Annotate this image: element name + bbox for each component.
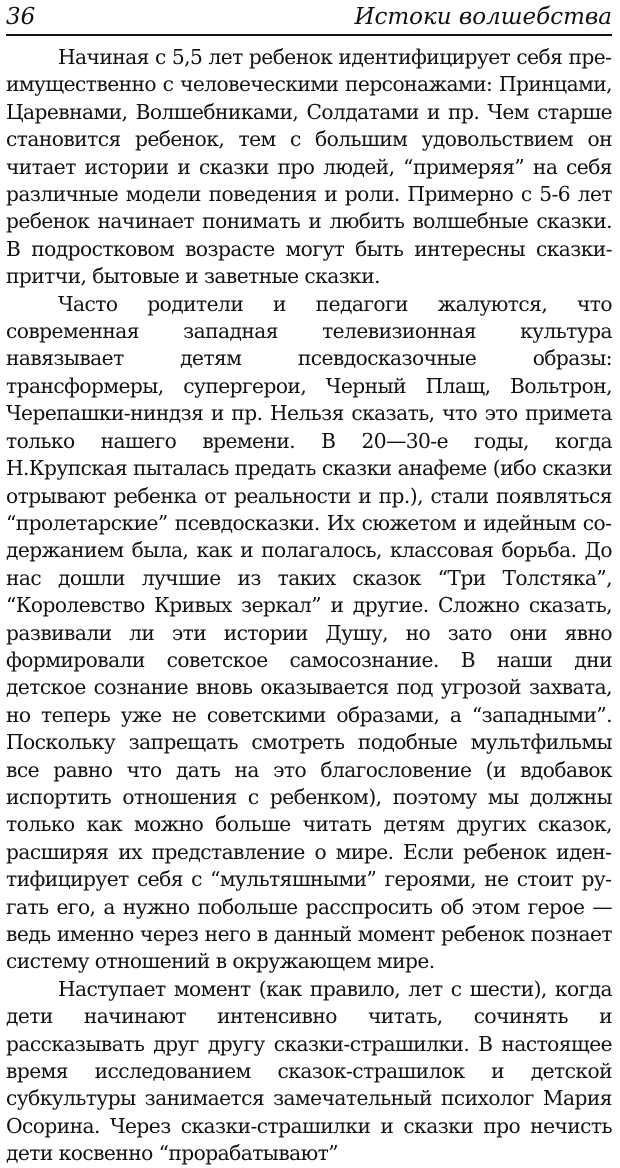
header-rule xyxy=(6,34,612,36)
page-body xyxy=(6,44,612,1168)
running-header xyxy=(6,2,612,42)
paragraph-2: Часто родители и педагоги жалуются, что современная западная телевизионная культура навязывает детям псевдосказочные образы: трансформеры, супергерои, Черный Плащ, Вольтрон, Черепашки-ниндзя и пр. Нельзя сказать, что это примета только нашего времени. В 20—30-е годы, когда Н.Крупская пыталась предать сказки анафеме (ибо сказки отрывают ребенка от реальности и пр.), стали появляться “пролетарские” псевдосказки. Их сюжетом и идейным содержанием была, как и полагалось, классовая борьба. До нас дошли лучшие из таких сказок “Три Толстяка”, “Королевство Кривых зеркал” и другие. Сложно сказать, развивали ли эти истории Душу, но зато они явно формировали советское самосознание. В наши дни детское сознание вновь оказывается под угрозой захвата, но теперь уже не советскими образами, а “западными”. Поскольку запрещать смотреть подобные мультфильмы все равно что дать на это благословение (и вдобавок испортить отношения с ребенком), поэтому мы должны только как можно больше читать детям других сказок, расширяя их представление о мире. Если ребенок идентифицирует себя с “мультяшными” героями, не стоит ругать его, а нужно побольше расспросить об этом герое — ведь именно через него в данный момент ребенок познает систему отношений в окружающем мире. xyxy=(6,291,612,974)
running-title: Истоки волшебства xyxy=(354,4,612,30)
paragraph-3: Наступает момент (как правило, лет с шести), когда дети начинают интенсивно читать, сочинять и рассказывать друг другу сказки-страшилки. В настоящее время исследованием сказок-страшилок и детской субкультуры занимается замечательный психолог Мария Осорина. Через сказки-страшилки и сказки про нечисть дети косвенно “прорабатывают” xyxy=(6,976,612,1166)
page-number: 36 xyxy=(6,4,36,30)
paragraph-1: Начиная с 5,5 лет ребенок идентифицирует себя преимущественно с человеческими персонажами: Принцами, Царевнами, Волшебниками, Солдатами и пр. Чем старше становится ребенок, тем с большим удовольствием он читает истории и сказки про людей, “примеряя” на себя различные модели поведения и роли. Примерно с 5-6 лет ребенок начинает понимать и любить волшебные сказки. В подростковом возрасте могут быть интересны сказки-притчи, бытовые и заветные сказки. xyxy=(6,45,612,289)
